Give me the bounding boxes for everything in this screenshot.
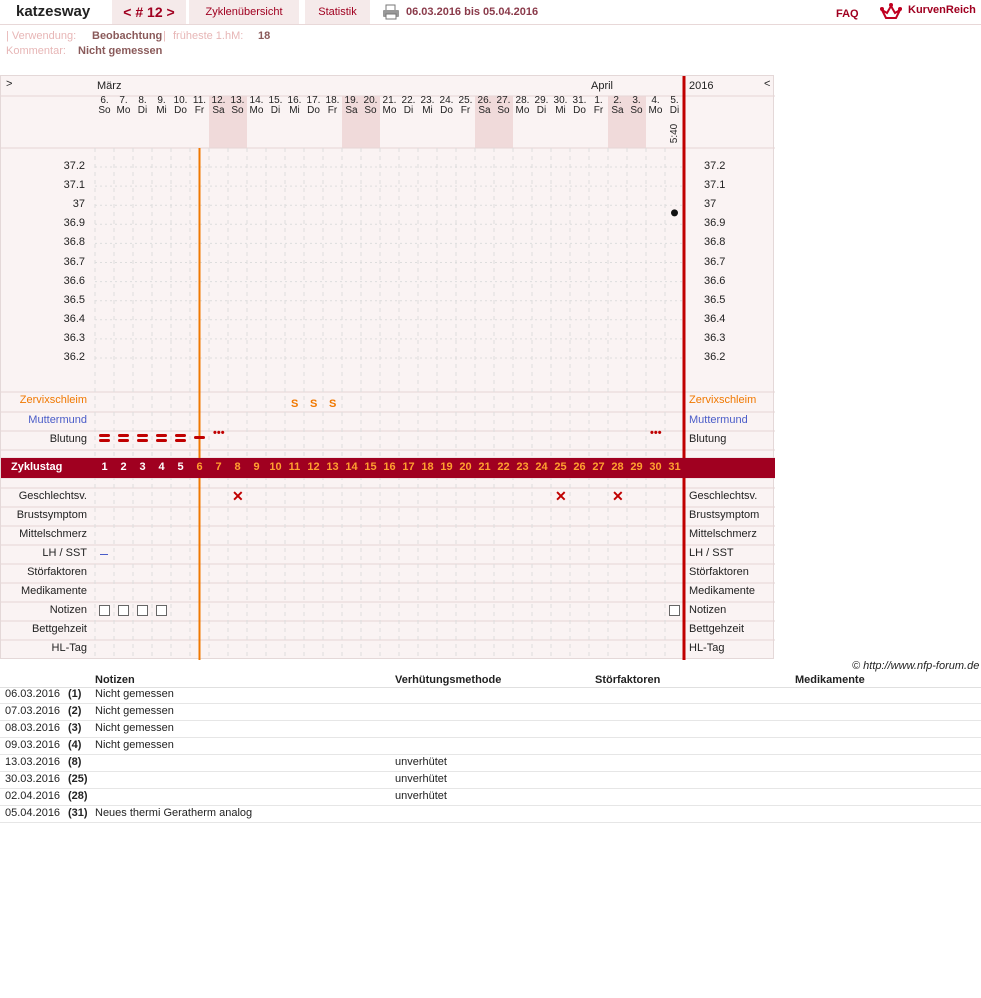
day-header-cell [171, 96, 190, 148]
day-number: 11. [192, 95, 207, 106]
kommentar-label: Kommentar: [6, 45, 66, 57]
day-number: 19. [344, 95, 359, 106]
row-date: 09.03.2016 [5, 739, 61, 751]
row-cycle-day: (2) [68, 705, 82, 717]
cycle-day-number: 26 [573, 461, 586, 473]
day-number: 26. [477, 95, 492, 106]
weekday: Mi [555, 105, 566, 116]
cycle-day-number: 21 [478, 461, 491, 473]
copyright: © http://www.nfp-forum.de [852, 660, 980, 672]
weekday: Fr [327, 105, 338, 116]
row-label-left: Blutung [49, 433, 87, 445]
cycle-day-number: 13 [326, 461, 339, 473]
date-range: 06.03.2016 bis 05.04.2016 [406, 6, 539, 18]
day-number: 25. [458, 95, 473, 106]
day-number: 20. [363, 95, 378, 106]
row-cycle-day: (28) [68, 790, 88, 802]
weekday: So [630, 105, 643, 116]
zyklustag-label: Zyklustag [11, 461, 63, 473]
day-number: 12. [211, 95, 226, 106]
weekday: Di [536, 105, 547, 116]
day-number: 18. [325, 95, 340, 106]
weekday: Mo [116, 105, 131, 116]
printer-icon[interactable] [382, 4, 400, 20]
row-label-left: Mittelschmerz [19, 528, 87, 540]
cycle-day-number: 3 [139, 461, 146, 473]
row-label-left: Muttermund [28, 414, 87, 426]
temp-tick-left: 36.3 [63, 331, 85, 344]
weekday: Fr [593, 105, 604, 116]
day-header-cell [380, 96, 399, 148]
hm-label: früheste 1.hM: [173, 30, 244, 42]
weekday: Mi [422, 105, 433, 116]
cycle-day-number: 27 [592, 461, 605, 473]
row-label-right: Zervixschleim [689, 394, 757, 406]
cycle-day-number: 22 [497, 461, 510, 473]
row-cycle-day: (8) [68, 756, 82, 768]
row-label-left: Brustsymptom [16, 509, 87, 521]
row-label-right: HL-Tag [689, 642, 725, 654]
bleeding-heavy-mark [137, 439, 148, 442]
row-date: 30.03.2016 [5, 773, 61, 785]
weekday: Fr [460, 105, 471, 116]
temp-tick-right: 36.2 [704, 351, 726, 363]
day-header-cell [513, 96, 532, 148]
day-header-cell [304, 96, 323, 148]
day-number: 21. [382, 95, 397, 106]
tab-statistik[interactable]: Statistik [305, 0, 370, 24]
day-number: 6. [100, 95, 109, 106]
day-header-cell [342, 96, 361, 148]
cycle-day-number: 23 [516, 461, 529, 473]
day-number: 5. [670, 95, 679, 106]
bleeding-heavy-mark [99, 434, 110, 437]
table-row [0, 703, 981, 721]
bleeding-heavy-mark [137, 434, 148, 437]
year-label: 2016 [689, 80, 714, 92]
row-date: 06.03.2016 [5, 688, 61, 700]
table-row [0, 788, 981, 806]
temp-tick-right: 37.1 [704, 179, 726, 192]
note-icon[interactable] [669, 605, 680, 616]
table-row [0, 805, 981, 823]
lh-test-mark [100, 554, 108, 555]
weekday: Sa [212, 105, 225, 116]
zyklustag-bar [1, 458, 775, 478]
zervix-s-mark: S [291, 398, 299, 410]
day-header-cell [285, 96, 304, 148]
temp-tick-right: 36.3 [704, 331, 726, 344]
day-header-cell [266, 96, 285, 148]
cycle-day-number: 19 [440, 461, 453, 473]
cycle-day-number: 18 [421, 461, 434, 473]
cycle-day-number: 1 [101, 461, 108, 473]
weekday: Di [403, 105, 414, 116]
weekday: Di [270, 105, 281, 116]
note-icon[interactable] [137, 605, 148, 616]
row-cycle-day: (3) [68, 722, 82, 734]
weekday: So [364, 105, 377, 116]
nav-next-button[interactable]: < [764, 78, 771, 90]
row-cycle-day: (1) [68, 688, 82, 700]
row-note: Nicht gemessen [95, 739, 174, 751]
cycle-day-number: 11 [288, 461, 301, 473]
day-header-cell [399, 96, 418, 148]
day-number: 15. [268, 95, 283, 106]
row-date: 13.03.2016 [5, 756, 61, 768]
time-label: 5:40 [669, 123, 681, 144]
temperature-point [671, 209, 678, 216]
day-header-cell [133, 96, 152, 148]
day-header-cell [456, 96, 475, 148]
cycle-day-number: 24 [535, 461, 548, 473]
weekday: Do [307, 105, 320, 116]
row-label-left: Störfaktoren [27, 566, 87, 578]
row-label-left: Medikamente [20, 585, 87, 597]
day-header-cell [475, 96, 494, 148]
cycle-day-number: 29 [630, 461, 643, 473]
day-number: 4. [651, 95, 660, 106]
tab-zyklenuebersicht[interactable]: Zyklenübersicht [189, 0, 299, 24]
row-note: Nicht gemessen [95, 705, 174, 717]
weekday: Sa [478, 105, 491, 116]
weekday: Mi [289, 105, 300, 116]
weekday: So [231, 105, 244, 116]
temp-tick-right: 37.2 [704, 160, 726, 172]
cycle-day-number: 25 [554, 461, 567, 473]
row-label-left: Zervixschleim [19, 394, 87, 406]
table-row [0, 720, 981, 738]
day-header-cell [532, 96, 551, 148]
cycle-day-number: 2 [120, 461, 127, 473]
col-notizen: Notizen [95, 674, 135, 686]
weekday: Mo [382, 105, 397, 116]
day-number: 17. [306, 95, 321, 106]
zervix-s-mark: S [310, 398, 318, 410]
day-number: 30. [553, 95, 568, 106]
weekday: Fr [194, 105, 205, 116]
row-label-left: Bettgehzeit [31, 623, 87, 635]
day-number: 13. [230, 95, 245, 106]
note-icon[interactable] [118, 605, 129, 616]
weekday: Mo [249, 105, 264, 116]
day-header-cell [646, 96, 665, 148]
row-label-right: Notizen [689, 604, 727, 616]
row-label-left: LH / SST [42, 547, 87, 559]
day-header-cell [114, 96, 133, 148]
intercourse-x-icon: ✕ [232, 488, 244, 504]
temp-tick-left: 36.9 [63, 217, 85, 230]
note-icon[interactable] [99, 605, 110, 616]
day-number: 27. [496, 95, 511, 106]
day-header-cell [95, 96, 114, 148]
col-verhuetung: Verhütungsmethode [395, 674, 502, 686]
intercourse-x-icon: ✕ [555, 488, 567, 504]
row-label-right: Mittelschmerz [689, 528, 757, 540]
row-note: Neues thermi Geratherm analog [95, 807, 253, 819]
day-number: 28. [515, 95, 530, 106]
day-number: 16. [287, 95, 302, 106]
temp-tick-left: 36.5 [63, 293, 85, 306]
row-label-right: LH / SST [689, 547, 734, 559]
bleeding-heavy-mark [118, 434, 129, 437]
row-cycle-day: (25) [68, 773, 88, 785]
row-method: unverhütet [395, 790, 447, 802]
day-header-cell [608, 96, 627, 148]
cycle-day-number: 31 [668, 461, 681, 473]
row-note: Nicht gemessen [95, 722, 174, 734]
day-header-cell [418, 96, 437, 148]
weekday: Di [669, 105, 680, 116]
day-number: 10. [173, 95, 188, 106]
weekday: So [98, 105, 111, 116]
month-label-maerz: März [97, 80, 122, 92]
day-header-cell [437, 96, 456, 148]
cycle-day-number: 17 [402, 461, 415, 473]
temp-tick-left: 36.4 [63, 312, 85, 325]
day-number: 29. [534, 95, 549, 106]
cycle-day-number: 4 [158, 461, 165, 473]
day-header-cell [494, 96, 513, 148]
temp-tick-right: 37 [704, 198, 717, 211]
weekday: Di [137, 105, 148, 116]
col-medikamente: Medikamente [795, 674, 865, 686]
row-method: unverhütet [395, 773, 447, 785]
weekday: Mi [156, 105, 167, 116]
temp-tick-left: 36.8 [63, 236, 85, 249]
day-header-cell [152, 96, 171, 148]
day-number: 3. [632, 95, 641, 106]
spotting-mark: ••• [650, 427, 662, 439]
note-icon[interactable] [156, 605, 167, 616]
nav-prev-button[interactable]: > [6, 78, 13, 90]
day-header-cell [190, 96, 209, 148]
row-label-right: Blutung [689, 433, 727, 445]
crown-logo-icon[interactable] [880, 2, 902, 22]
row-method: unverhütet [395, 756, 447, 768]
logo-text[interactable]: KurvenReich [908, 4, 976, 16]
cycle-day-number: 7 [215, 461, 222, 473]
cycle-chart [0, 75, 774, 659]
temp-tick-left: 37.1 [63, 179, 85, 192]
row-label-right: Störfaktoren [689, 566, 749, 578]
row-label-right: Geschlechtsv. [689, 490, 758, 502]
cycle-day-number: 9 [253, 461, 260, 473]
day-header-cell [570, 96, 589, 148]
cycle-day-number: 10 [269, 461, 282, 473]
row-label-right: Brustsymptom [689, 509, 760, 521]
day-number: 7. [119, 95, 128, 106]
day-number: 14. [249, 95, 264, 106]
hm-value: 18 [258, 30, 271, 42]
verwendung-row: | Verwendung: [6, 30, 77, 42]
row-date: 07.03.2016 [5, 705, 61, 717]
day-number: 22. [401, 95, 416, 106]
table-row [0, 754, 981, 772]
row-date: 08.03.2016 [5, 722, 61, 734]
cycle-day-number: 20 [459, 461, 472, 473]
temp-tick-right: 36.4 [704, 312, 726, 325]
row-date: 02.04.2016 [5, 790, 61, 802]
intercourse-x-icon: ✕ [612, 488, 624, 504]
day-header-cell [551, 96, 570, 148]
weekday: Do [174, 105, 187, 116]
weekday: Mo [515, 105, 530, 116]
cycle-day-number: 14 [345, 461, 358, 473]
table-row [0, 737, 981, 755]
temp-tick-left: 36.7 [63, 255, 85, 268]
bleeding-heavy-mark [175, 434, 186, 437]
weekday: Sa [345, 105, 358, 116]
bleeding-heavy-mark [156, 439, 167, 442]
day-header-cell [209, 96, 228, 148]
cycle-day-number: 16 [383, 461, 396, 473]
temp-tick-right: 36.5 [704, 293, 726, 306]
top-bar [0, 0, 981, 25]
row-label-right: Medikamente [689, 585, 756, 597]
kommentar-value: Nicht gemessen [78, 45, 163, 57]
cycle-day-number: 30 [649, 461, 662, 473]
day-header-cell [247, 96, 266, 148]
weekday: So [497, 105, 510, 116]
day-header-cell [589, 96, 608, 148]
cycle-day-number: 28 [611, 461, 624, 473]
temp-tick-right: 36.6 [704, 274, 726, 287]
weekday: Do [440, 105, 453, 116]
bleeding-heavy-mark [118, 439, 129, 442]
day-header-cell [228, 96, 247, 148]
row-label-left: Notizen [49, 604, 87, 616]
cycle-navigation[interactable]: < # 12 > [112, 0, 186, 24]
cycle-day-number: 12 [307, 461, 320, 473]
temp-tick-right: 36.9 [704, 217, 726, 230]
row-date: 05.04.2016 [5, 807, 61, 819]
temp-tick-right: 36.8 [704, 236, 726, 249]
row-label-right: Muttermund [689, 414, 748, 426]
month-label-april: April [591, 80, 614, 92]
chart-grid [1, 76, 775, 660]
username: katzesway [0, 0, 105, 24]
row-note: Nicht gemessen [95, 688, 174, 700]
bleeding-heavy-mark [175, 439, 186, 442]
temp-tick-left: 37.2 [63, 160, 85, 172]
day-number: 31. [572, 95, 587, 106]
day-number: 24. [439, 95, 454, 106]
row-label-left: Geschlechtsv. [18, 490, 87, 502]
weekday: Do [573, 105, 586, 116]
verwendung-value: Beobachtung [92, 30, 163, 42]
verwendung-label: Verwendung: [11, 30, 77, 42]
weekday: Mo [648, 105, 663, 116]
cycle-day-number: 6 [196, 461, 203, 473]
row-cycle-day: (31) [68, 807, 88, 819]
weekday: Sa [611, 105, 624, 116]
faq-link[interactable]: FAQ [836, 8, 859, 20]
day-number: 2. [613, 95, 622, 106]
bleeding-heavy-mark [99, 439, 110, 442]
bleeding-medium-mark [194, 436, 205, 439]
temp-tick-right: 36.7 [704, 255, 726, 268]
table-row [0, 771, 981, 789]
day-number: 1. [594, 95, 603, 106]
row-label-right: Bettgehzeit [689, 623, 745, 635]
col-stoerfaktoren: Störfaktoren [595, 674, 661, 686]
day-header-cell [627, 96, 646, 148]
row-label-left: HL-Tag [51, 642, 87, 654]
day-header-cell [361, 96, 380, 148]
bleeding-heavy-mark [156, 434, 167, 437]
cycle-day-number: 5 [177, 461, 184, 473]
zervix-s-mark: S [329, 398, 337, 410]
day-header-cell [323, 96, 342, 148]
temp-tick-left: 36.6 [63, 274, 85, 287]
day-number: 8. [138, 95, 147, 106]
cycle-day-number: 15 [364, 461, 377, 473]
table-row [0, 686, 981, 704]
cycle-day-number: 8 [234, 461, 241, 473]
day-number: 9. [157, 95, 166, 106]
temp-tick-left: 36.2 [63, 351, 85, 363]
row-cycle-day: (4) [68, 739, 82, 751]
spotting-mark: ••• [213, 427, 225, 439]
day-number: 23. [420, 95, 435, 106]
temp-tick-left: 37 [72, 198, 85, 211]
separator: | [163, 30, 166, 42]
